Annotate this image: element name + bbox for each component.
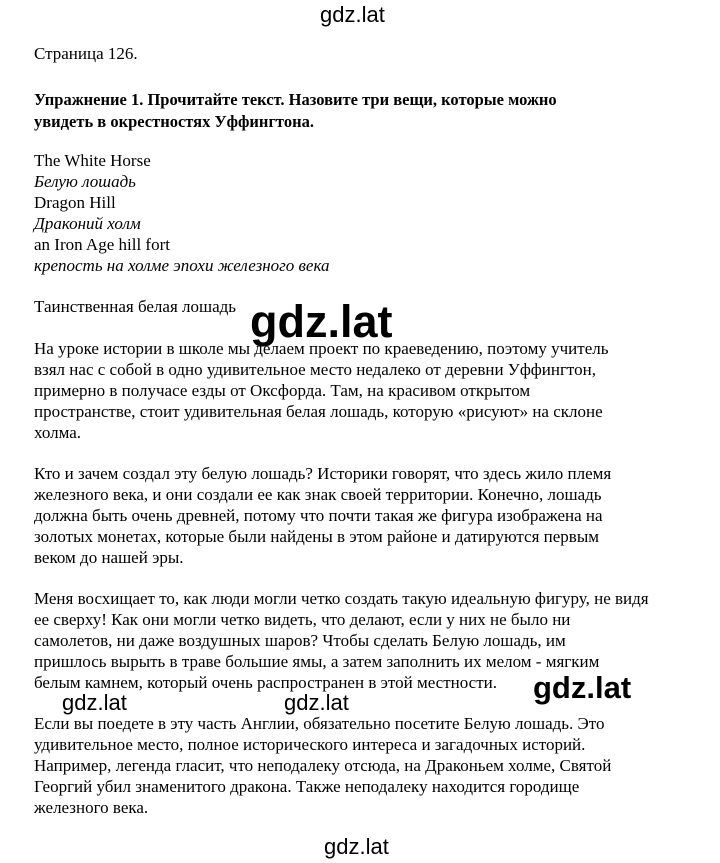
watermark-left: gdz.lat — [62, 690, 127, 715]
watermark-middle: gdz.lat — [284, 690, 349, 715]
paragraph-line: взял нас с собой в одно удивительное место недалеко от деревни Уффингтон, — [34, 359, 596, 379]
paragraph-line: белым камнем, который очень распространен в этой местности. — [34, 672, 497, 692]
paragraph-line: железного века. — [34, 797, 149, 817]
paragraph-line: Кто и зачем создал эту белую лошадь? Историки говорят, что здесь жило племя — [34, 464, 612, 483]
paragraph-line: удивительное место, полное исторического интереса и загадочных историй. — [34, 734, 586, 754]
paragraph-1 — [34, 339, 674, 444]
paragraph-line: Например, легенда гласит, что неподалеку отсюда, на Драконьем холме, Святой — [34, 755, 612, 775]
paragraph-line: пришлось вырыть в траве большие ямы, а затем заполнить их мелом - мягким — [34, 651, 600, 671]
paragraph-line: самолетов, ни даже воздушных шаров? Чтобы сделать Белую лошадь, им — [34, 630, 566, 650]
task-heading-line-1: Упражнение 1. Прочитайте текст. Назовите три вещи, которые можно — [34, 90, 557, 109]
paragraph-line: должна быть очень древней, потому что почти такая же фигура изображена на — [34, 505, 603, 525]
paragraph-line: примерно в получасе езды от Оксфорда. Там, на красивом открытом — [34, 380, 531, 400]
paragraph-line: Если вы поедете в эту часть Англии, обязательно посетите Белую лошадь. Это — [34, 714, 605, 733]
vocab-ru-1: Белую лошадь — [34, 172, 136, 191]
paragraph-line: пространстве, стоит удивительная белая лошадь, которую «рисуют» на склоне — [34, 401, 603, 421]
watermark-top: gdz.lat — [320, 2, 385, 27]
text-title: Таинственная белая лошадь — [34, 297, 237, 316]
paragraph-2 — [34, 464, 674, 569]
paragraph-line: веком до нашей эры. — [34, 547, 184, 567]
watermark-bottom: gdz.lat — [324, 834, 389, 859]
page-label: Страница 126. — [34, 44, 138, 63]
watermark-right: gdz.lat — [533, 670, 632, 705]
paragraph-line: На уроке истории в школе мы делаем проект по краеведению, поэтому учитель — [34, 339, 609, 358]
paragraph-line: Меня восхищает то, как люди могли четко создать такую идеальную фигуру, не видя — [34, 589, 649, 608]
vocab-en-2: Dragon Hill — [34, 193, 116, 212]
paragraph-line: холма. — [34, 422, 82, 442]
vocab-ru-2: Драконий холм — [34, 214, 141, 233]
paragraph-line: золотых монетах, которые были найдены в этом районе и датируются первым — [34, 526, 600, 546]
vocab-en-1: The White Horse — [34, 151, 151, 170]
vocab-en-3: an Iron Age hill fort — [34, 235, 170, 254]
paragraph-line: ее сверху! Как они могли четко видеть, что делают, если у них не было ни — [34, 609, 571, 629]
paragraph-line: железного века, и они создали ее как знак своей территории. Конечно, лошадь — [34, 484, 602, 504]
task-heading-line-2: увидеть в окрестностях Уффингтона. — [34, 112, 314, 131]
paragraph-4 — [34, 714, 674, 819]
paragraph-line: Георгий убил знаменитого дракона. Также неподалеку находится городище — [34, 776, 580, 796]
watermark-large-center: gdz.lat — [250, 296, 393, 347]
vocab-ru-3: крепость на холме эпохи железного века — [34, 256, 330, 275]
